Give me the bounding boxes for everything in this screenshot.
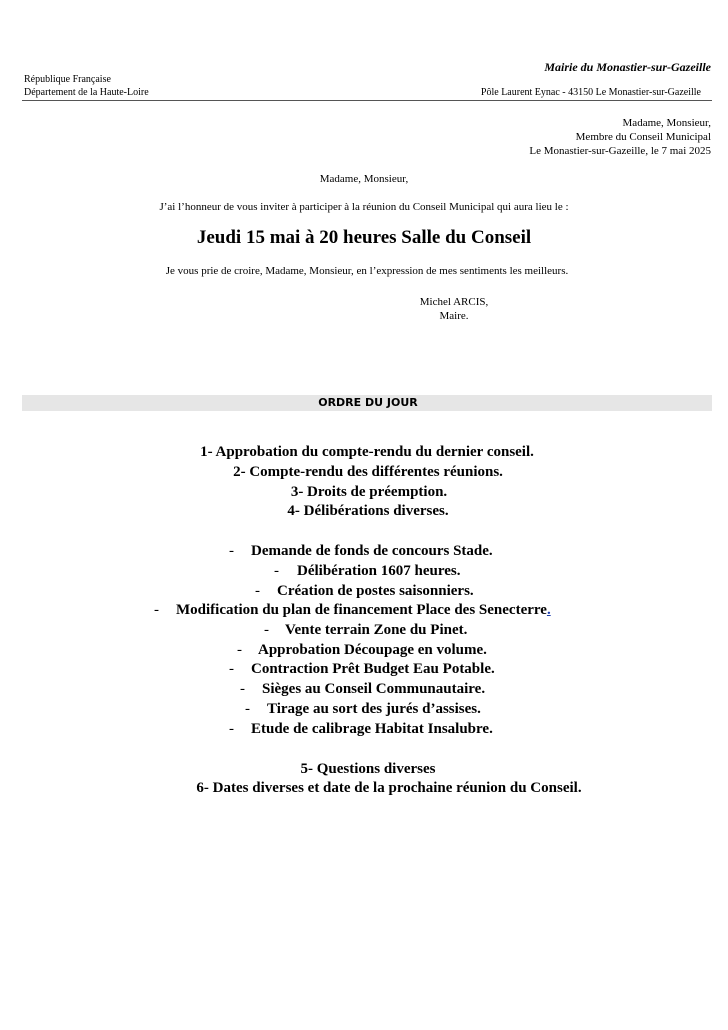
- mairie-address: Pôle Laurent Eynac - 43150 Le Monastier-sur-Gazeille: [480, 87, 701, 98]
- departement-label: Département de la Haute-Loire: [24, 87, 149, 98]
- sub-item-6: Approbation Découpage en volume.: [258, 642, 487, 658]
- recipient-block: [529, 116, 711, 158]
- sub-item-4: [176, 601, 551, 619]
- sub-item-4-text: Modification du plan de financement Place des Senecterre: [176, 602, 547, 618]
- republique-label: République Française: [24, 74, 111, 85]
- sub-item-dash: -: [229, 661, 234, 677]
- sub-item-dash: -: [274, 563, 279, 579]
- sub-item-dash: -: [264, 622, 269, 638]
- agenda-title: ORDRE DU JOUR: [318, 396, 418, 409]
- place-and-date: Le Monastier-sur-Gazeille, le 7 mai 2025: [529, 145, 711, 157]
- mairie-name: Mairie du Monastier-sur-Gazeille: [544, 60, 711, 74]
- agenda-item-2: 2- Compte-rendu des différentes réunions.: [233, 464, 503, 480]
- letter-salutation: Madame, Monsieur,: [319, 173, 409, 185]
- sub-item-dash: -: [154, 602, 159, 618]
- header-divider: [22, 100, 712, 101]
- signatory-title: Maire.: [439, 310, 469, 322]
- sub-item-10: Etude de calibrage Habitat Insalubre.: [251, 721, 493, 737]
- meeting-date: Jeudi 15 mai à 20 heures Salle du Conseil: [196, 227, 532, 248]
- agenda-item-4: 4- Délibérations diverses.: [287, 503, 449, 519]
- recipient-salutation: Madame, Monsieur,: [622, 117, 711, 129]
- sub-item-4-link-dot[interactable]: .: [546, 602, 551, 618]
- closing-formula: Je vous prie de croire, Madame, Monsieur, en l’expression de mes sentiments les meilleurs.: [165, 265, 569, 277]
- recipient-role: Membre du Conseil Municipal: [575, 131, 711, 143]
- sub-item-dash: -: [240, 681, 245, 697]
- sub-item-dash: -: [237, 642, 242, 658]
- sub-item-3: Création de postes saisonniers.: [277, 583, 474, 599]
- sub-item-2: Délibération 1607 heures.: [297, 563, 461, 579]
- sub-item-dash: -: [245, 701, 250, 717]
- sub-item-8: Sièges au Conseil Communautaire.: [262, 681, 486, 697]
- sub-item-5: Vente terrain Zone du Pinet.: [285, 622, 468, 638]
- sub-item-7: Contraction Prêt Budget Eau Potable.: [251, 661, 495, 677]
- agenda-item-6: 6- Dates diverses et date de la prochaine réunion du Conseil.: [196, 780, 582, 796]
- agenda-item-3: 3- Droits de préemption.: [290, 484, 448, 500]
- invitation-text: J’ai l’honneur de vous inviter à participer à la réunion du Conseil Municipal qui aura lieu le :: [159, 201, 569, 213]
- sub-item-9: Tirage au sort des jurés d’assises.: [267, 701, 481, 717]
- signatory-name: Michel ARCIS,: [419, 296, 489, 308]
- agenda-item-1: 1- Approbation du compte-rendu du dernier conseil.: [200, 444, 534, 460]
- sub-item-1: Demande de fonds de concours Stade.: [251, 543, 493, 559]
- sub-item-dash: -: [229, 721, 234, 737]
- agenda-item-5: 5- Questions diverses: [300, 761, 436, 777]
- sub-item-dash: -: [255, 583, 260, 599]
- sub-item-dash: -: [229, 543, 234, 559]
- signature-block: [420, 295, 488, 323]
